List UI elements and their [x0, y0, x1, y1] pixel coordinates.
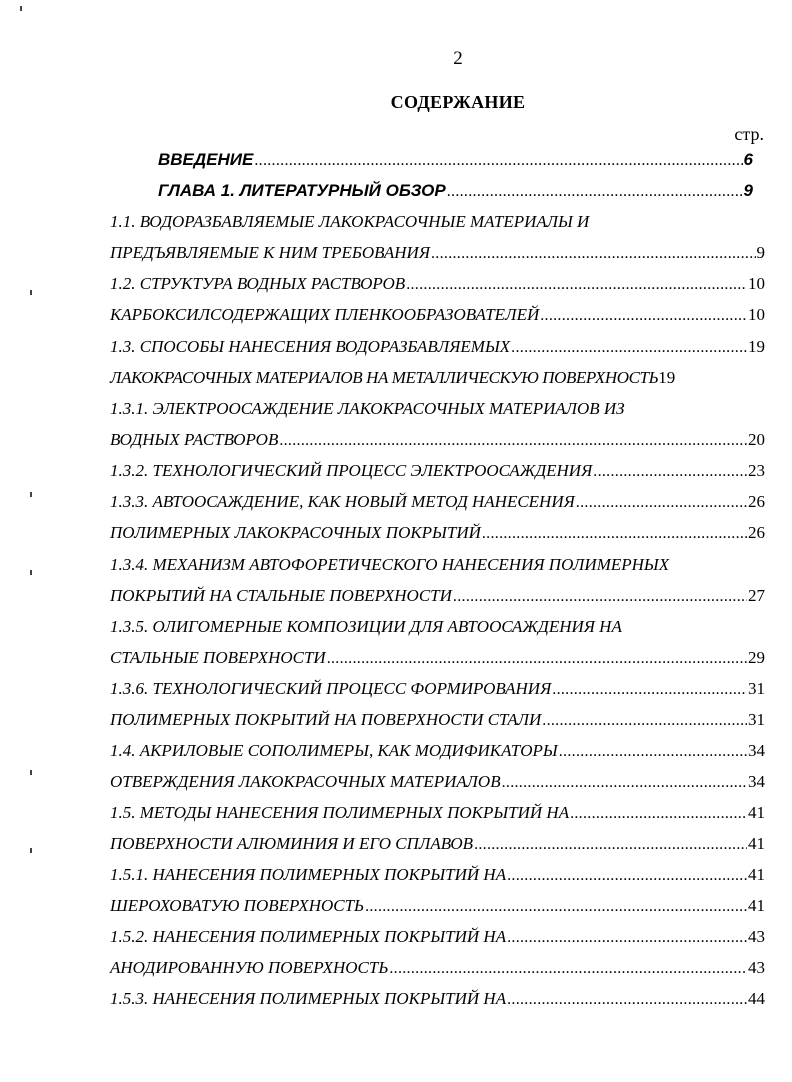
toc-entry-label: 1.1. ВОДОРАЗБАВЛЯЕМЫЕ ЛАКОКРАСОЧНЫЕ МАТЕРИАЛЫ И — [110, 212, 590, 231]
scan-mark — [30, 290, 32, 295]
toc-entry-label: 1.4. АКРИЛОВЫЕ СОПОЛИМЕРЫ, КАК МОДИФИКАТОРЫ — [110, 741, 558, 760]
dot-leader — [540, 307, 747, 325]
dot-leader — [507, 929, 747, 947]
scan-mark — [30, 770, 32, 775]
toc-entry-label: ВОДНЫХ РАСТВОРОВ — [110, 430, 279, 449]
toc-entry-page: 9 — [756, 243, 765, 262]
toc-entry-1-3-cont[interactable] — [110, 368, 765, 392]
dot-leader — [559, 743, 747, 761]
toc-entry-page: 41 — [748, 834, 765, 853]
toc-entry-1-4[interactable] — [110, 741, 765, 765]
scan-mark — [30, 492, 32, 497]
toc-entry-page: 20 — [748, 430, 765, 449]
toc-entry-page: 44 — [748, 989, 765, 1008]
toc-entry-label: СТАЛЬНЫЕ ПОВЕРХНОСТИ — [110, 648, 326, 667]
toc-entry-page: 6 — [743, 150, 753, 169]
dot-leader — [507, 991, 747, 1009]
toc-entry-label: 1.3. СПОСОБЫ НАНЕСЕНИЯ ВОДОРАЗБАВЛЯЕМЫХ — [110, 337, 511, 356]
toc-entry-page: 10 — [748, 305, 765, 324]
toc-entry-label: 1.5.2. НАНЕСЕНИЯ ПОЛИМЕРНЫХ ПОКРЫТИЙ НА — [110, 927, 507, 946]
dot-leader — [507, 867, 747, 885]
toc-entry-page: 43 — [748, 927, 765, 946]
toc-entry-page: 26 — [748, 492, 765, 511]
toc-entry-label: ПОЛИМЕРНЫХ ПОКРЫТИЙ НА ПОВЕРХНОСТИ СТАЛИ — [110, 710, 542, 729]
toc-entry-label: ПОКРЫТИЙ НА СТАЛЬНЫЕ ПОВЕРХНОСТИ — [110, 586, 452, 605]
toc-entry-introduction[interactable] — [158, 150, 753, 174]
dot-leader — [453, 588, 747, 606]
toc-entry-1-2-cont[interactable] — [110, 305, 765, 329]
dot-leader — [474, 836, 747, 854]
toc-entry-page: 41 — [748, 896, 765, 915]
dot-leader — [576, 494, 747, 512]
dot-leader — [279, 432, 747, 450]
toc-entry-1-5-2-cont[interactable] — [110, 958, 765, 982]
toc-entry-page: 27 — [748, 586, 765, 605]
toc-entry-label: 1.5.3. НАНЕСЕНИЯ ПОЛИМЕРНЫХ ПОКРЫТИЙ НА — [110, 989, 507, 1008]
dot-leader — [406, 276, 747, 294]
toc-entry-label: 1.3.6. ТЕХНОЛОГИЧЕСКИЙ ПРОЦЕСС ФОРМИРОВАНИЯ — [110, 679, 552, 698]
dot-leader — [542, 712, 747, 730]
toc-entry-page: 31 — [748, 710, 765, 729]
toc-entry-1-5[interactable] — [110, 803, 765, 827]
toc-entry-page: 43 — [748, 958, 765, 977]
dot-leader — [552, 681, 747, 699]
toc-entry-page: 19 — [658, 368, 676, 387]
toc-entry-1-5-2[interactable] — [110, 927, 765, 951]
toc-entry-label: ГЛАВА 1. ЛИТЕРАТУРНЫЙ ОБЗОР — [158, 181, 446, 200]
toc-entry-label: 1.2. СТРУКТУРА ВОДНЫХ РАСТВОРОВ — [110, 274, 406, 293]
toc-entry-1-3-1-cont[interactable] — [110, 430, 765, 454]
dot-leader — [482, 525, 747, 543]
scan-mark — [20, 6, 22, 11]
dot-leader — [365, 898, 747, 916]
toc-entry-1-5-1[interactable] — [110, 865, 765, 889]
dot-leader — [327, 650, 747, 668]
dot-leader — [389, 960, 747, 978]
toc-entry-page: 34 — [748, 772, 765, 791]
toc-entry-label: ШЕРОХОВАТУЮ ПОВЕРХНОСТЬ — [110, 896, 365, 915]
toc-entry-1-3-6-cont[interactable] — [110, 710, 765, 734]
toc-entry-label: 1.3.2. ТЕХНОЛОГИЧЕСКИЙ ПРОЦЕСС ЭЛЕКТРООСАЖДЕНИЯ — [110, 461, 593, 480]
toc-entry-label: ПОВЕРХНОСТИ АЛЮМИНИЯ И ЕГО СПЛАВОВ — [110, 834, 474, 853]
toc-entry-1-3-2[interactable] — [110, 461, 765, 485]
toc-entry-1-1-cont[interactable] — [110, 243, 765, 267]
toc-entry-label: КАРБОКСИЛСОДЕРЖАЩИХ ПЛЕНКООБРАЗОВАТЕЛЕЙ — [110, 305, 540, 324]
toc-entry-label: АНОДИРОВАННУЮ ПОВЕРХНОСТЬ — [110, 958, 389, 977]
toc-entry-page: 19 — [748, 337, 765, 356]
toc-entry-page: 23 — [748, 461, 765, 480]
toc-entry-1-3-5[interactable] — [110, 617, 765, 641]
toc-entry-1-5-1-cont[interactable] — [110, 896, 765, 920]
toc-entry-1-3-3-cont[interactable] — [110, 523, 765, 547]
toc-entry-label: 1.3.4. МЕХАНИЗМ АВТОФОРЕТИЧЕСКОГО НАНЕСЕНИЯ ПОЛИМЕРНЫХ — [110, 555, 670, 574]
toc-entry-1-2[interactable] — [110, 274, 765, 298]
toc-entry-1-3-6[interactable] — [110, 679, 765, 703]
toc-entry-label: 1.3.3. АВТООСАЖДЕНИЕ, КАК НОВЫЙ МЕТОД НАНЕСЕНИЯ — [110, 492, 575, 511]
toc-title: СОДЕРЖАНИЕ — [390, 92, 526, 112]
toc-entry-1-3[interactable] — [110, 337, 765, 361]
dot-leader — [254, 152, 742, 170]
scan-mark — [30, 848, 32, 853]
toc-entry-page: 41 — [748, 803, 765, 822]
dot-leader — [502, 774, 747, 792]
dot-leader — [511, 339, 747, 357]
toc-entry-label: 1.3.1. ЭЛЕКТРООСАЖДЕНИЕ ЛАКОКРАСОЧНЫХ МАТЕРИАЛОВ ИЗ — [110, 399, 625, 418]
toc-entry-page: 29 — [748, 648, 765, 667]
toc-entry-label: ПРЕДЪЯВЛЯЕМЫЕ К НИМ ТРЕБОВАНИЯ — [110, 243, 430, 262]
toc-entry-page: 31 — [748, 679, 765, 698]
toc-entry-page: 9 — [743, 181, 753, 200]
toc-entry-1-5-3[interactable] — [110, 989, 765, 1013]
toc-entry-label: ВВЕДЕНИЕ — [158, 150, 254, 169]
toc-entry-label: ЛАКОКРАСОЧНЫХ МАТЕРИАЛОВ НА МЕТАЛЛИЧЕСКУЮ ПОВЕРХНОСТЬ — [110, 368, 659, 387]
page-number: 2 — [453, 48, 463, 69]
toc-entry-label: ОТВЕРЖДЕНИЯ ЛАКОКРАСОЧНЫХ МАТЕРИАЛОВ — [110, 772, 501, 791]
dot-leader — [447, 183, 743, 201]
dot-leader — [593, 463, 747, 481]
toc-entry-1-3-4-cont[interactable] — [110, 586, 765, 610]
toc-entry-label: ПОЛИМЕРНЫХ ЛАКОКРАСОЧНЫХ ПОКРЫТИЙ — [110, 523, 481, 542]
toc-entry-chapter-1[interactable] — [158, 181, 753, 205]
toc-entry-label: 1.5. МЕТОДЫ НАНЕСЕНИЯ ПОЛИМЕРНЫХ ПОКРЫТИЙ НА — [110, 803, 570, 822]
dot-leader — [570, 805, 747, 823]
toc-entry-1-4-cont[interactable] — [110, 772, 765, 796]
toc-entry-page: 41 — [748, 865, 765, 884]
toc-entry-page: 26 — [748, 523, 765, 542]
toc-entry-1-3-4[interactable] — [110, 555, 765, 579]
toc-entry-1-5-cont[interactable] — [110, 834, 765, 858]
dot-leader — [431, 245, 756, 263]
page-column-label: стр. — [734, 124, 764, 144]
toc-entry-1-3-3[interactable] — [110, 492, 765, 516]
toc-entry-1-3-1[interactable] — [110, 399, 765, 423]
scan-mark — [30, 570, 32, 575]
toc-entry-page: 10 — [748, 274, 765, 293]
toc-entry-label: 1.5.1. НАНЕСЕНИЯ ПОЛИМЕРНЫХ ПОКРЫТИЙ НА — [110, 865, 507, 884]
toc-entry-page: 34 — [748, 741, 765, 760]
toc-entry-1-3-5-cont[interactable] — [110, 648, 765, 672]
toc-entry-1-1[interactable] — [110, 212, 765, 236]
toc-entry-label: 1.3.5. ОЛИГОМЕРНЫЕ КОМПОЗИЦИИ ДЛЯ АВТООСАЖДЕНИЯ НА — [110, 617, 622, 636]
